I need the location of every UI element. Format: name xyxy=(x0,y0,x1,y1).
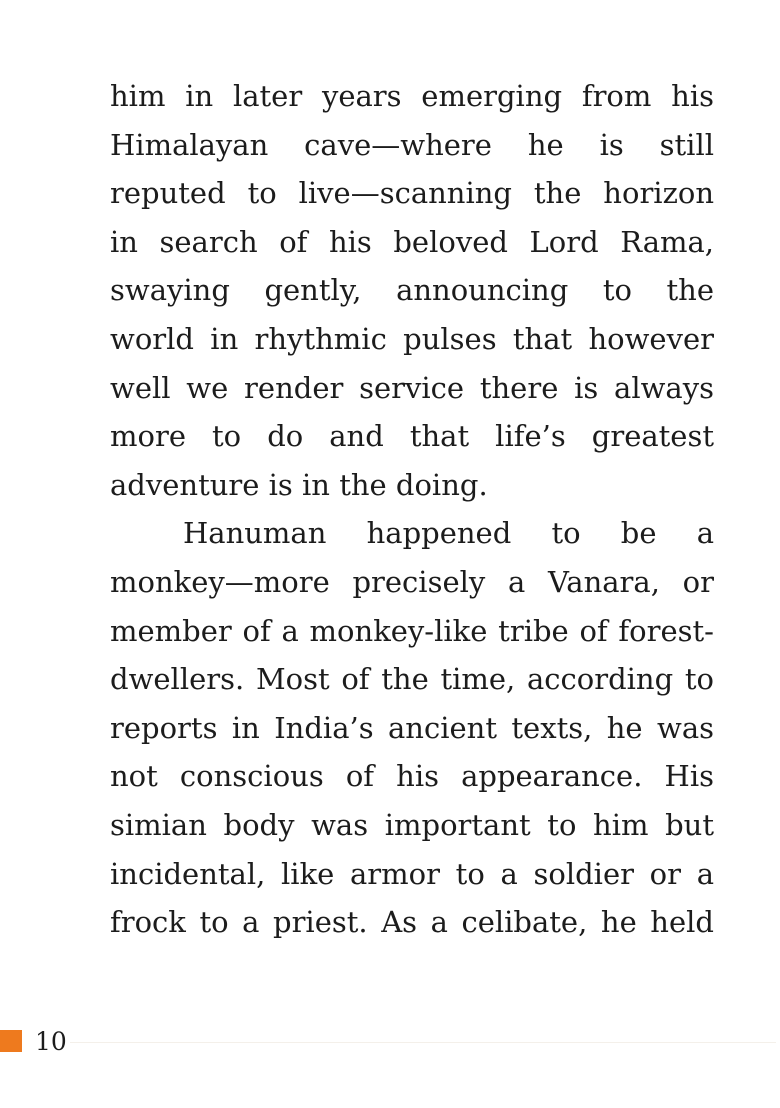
page-footer xyxy=(0,1026,780,1060)
text-line: frock to a priest. As a celibate, he held xyxy=(110,905,714,940)
text-line: more to do and that life’s greatest xyxy=(110,419,714,454)
text-line: reports in India’s ancient texts, he was xyxy=(110,710,714,745)
text-line: dwellers. Most of the time, according to xyxy=(110,662,714,697)
text-line: reputed to live—scanning the horizon xyxy=(110,176,714,211)
text-line: swaying gently, announcing to the xyxy=(110,273,714,308)
text-line: member of a monkey-like tribe of forest- xyxy=(110,613,714,648)
paragraph-first-line: Hanuman happened to be a xyxy=(183,516,714,551)
text-line: Himalayan cave—where he is still xyxy=(110,127,714,162)
text-line: well we render service there is always xyxy=(110,370,714,405)
text-line: monkey—more precisely a Vanara, or xyxy=(110,564,714,599)
page-body xyxy=(110,72,714,947)
text-line: simian body was important to him but xyxy=(110,807,714,842)
page-marker xyxy=(0,1030,22,1052)
text-line: world in rhythmic pulses that however xyxy=(110,321,714,356)
footer-rule xyxy=(70,1042,776,1043)
text-line: incidental, like armor to a soldier or a xyxy=(110,856,714,891)
text-line: not conscious of his appearance. His xyxy=(110,759,714,794)
text-line: in search of his beloved Lord Rama, xyxy=(110,224,714,259)
text-line: him in later years emerging from his xyxy=(110,79,714,113)
text-line: adventure is in the doing. xyxy=(110,467,488,502)
page-number: 10 xyxy=(35,1027,67,1056)
